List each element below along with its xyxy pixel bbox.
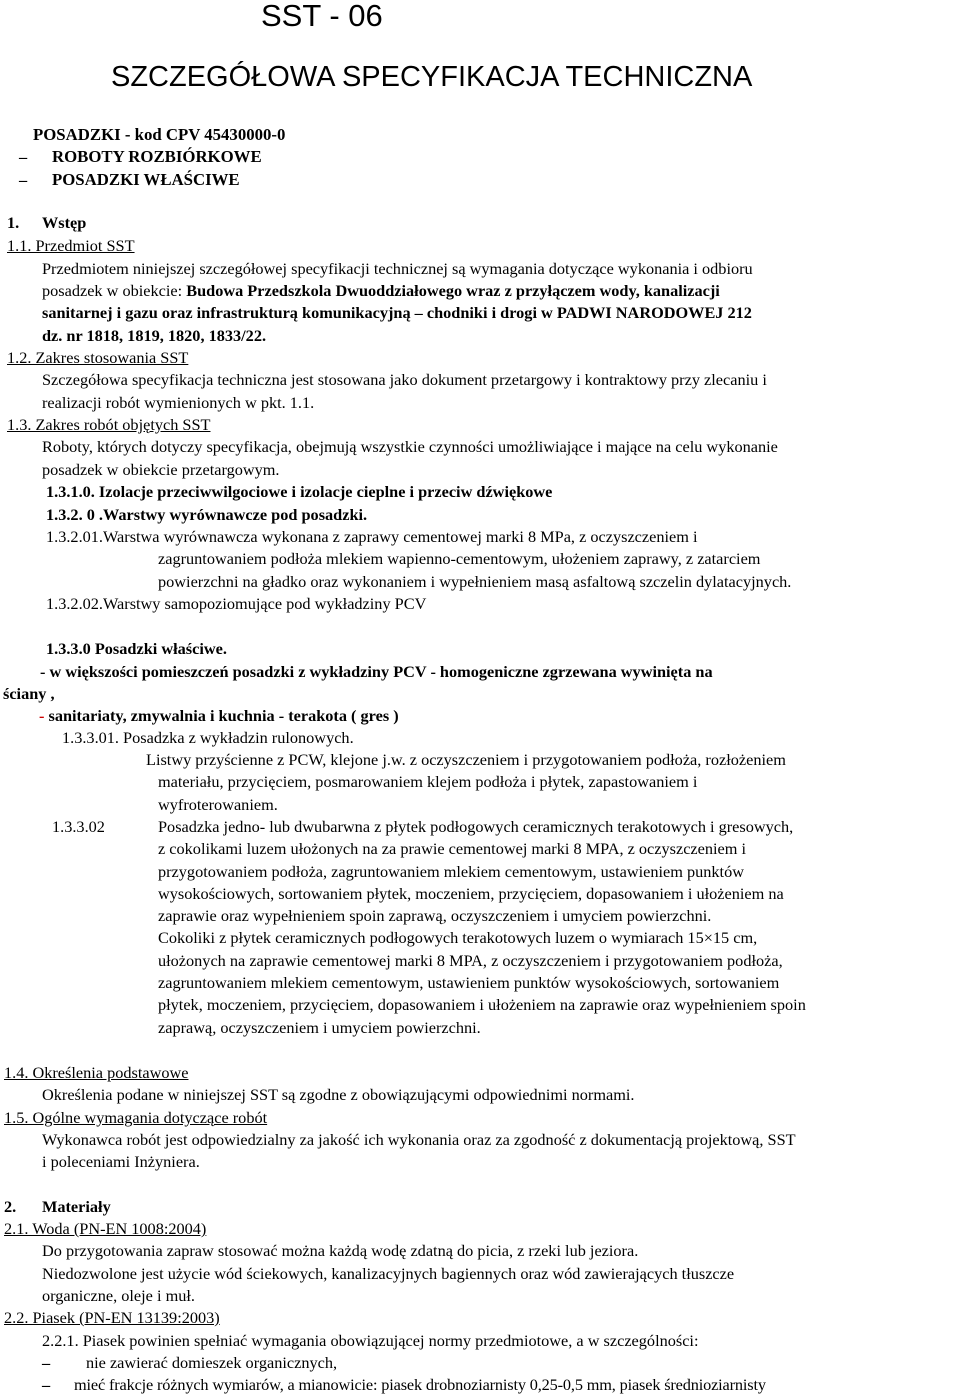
section-1-3-3-01-line-2: materiału, przycięciem, posmarowaniem klejem podłoża i płytek, zapastowaniem i	[158, 772, 698, 791]
section-1-3-3-02-line: z cokolikami luzem ułożonych na za prawie cementowej marki 8 MPA, z oczyszczeniem i	[158, 839, 747, 858]
section-1-3-3-02-line: zaprawą, oczyszczeniem i umyciem powierzchni.	[158, 1018, 481, 1037]
section-1-3-2-01-line-3: powierzchni na gładko oraz wykonaniem i wypełnieniem masą asfaltową szczelin dylatacyjnych.	[158, 572, 792, 591]
section-2-1-line-2: Niedozwolone jest użycie wód ściekowych, kanalizacyjnych bagiennych oraz wód zawierających tłuszcze	[42, 1264, 735, 1283]
section-1-number: 1.	[7, 213, 20, 232]
document-title: SZCZEGÓŁOWA SPECYFIKACJA TECHNICZNA	[111, 61, 753, 93]
section-1-3-2-01-line-2: zagruntowaniem podłoża mlekiem wapienno-cementowym, ułożeniem zaprawy, z zatarciem	[158, 549, 761, 568]
header-item-demolition: ROBOTY ROZBIÓRKOWE	[52, 147, 262, 166]
section-1-3-1-0: 1.3.1.0. Izolacje przeciwwilgociowe i izolacje cieplne i przeciw dźwiękowe	[46, 482, 553, 501]
section-1-3-3-02-line: Cokoliki z płytek ceramicznych podłogowych terakotowych luzem o wymiarach 15×15 cm,	[158, 928, 758, 947]
section-2-1-line-3: organiczne, oleje i muł.	[42, 1286, 195, 1305]
section-1-5-line-1: Wykonawca robót jest odpowiedzialny za jakość ich wykonania oraz za zgodność z dokumentacją projektową, SST	[42, 1130, 796, 1149]
sand-bullet-1: nie zawierać domieszek organicznych,	[86, 1353, 338, 1372]
section-2-1-line-1: Do przygotowania zapraw stosować można każdą wodę zdatną do picia, z rzeki lub jeziora.	[42, 1241, 639, 1260]
section-1-1-line-1: Przedmiotem niniejszej szczegółowej specyfikacji technicznej są wymagania dotyczące wykonania i odbioru	[42, 259, 753, 278]
section-1-3-3-02-line: zagruntowaniem mlekiem cementowym, ustawieniem punktów wysokościowych, sortowaniem	[158, 973, 780, 992]
section-1-1-line-3: sanitarnej i gazu oraz infrastrukturą komunikacyjną – chodniki i drogi w PADWI NARODOWEJ 212	[42, 303, 752, 322]
section-1-3-3-01-line-1: Listwy przyścienne z PCW, klejone j.w. z oczyszczeniem i przygotowaniem podłoża, rozłożeniem	[146, 750, 786, 769]
section-1-4-title: 1.4. Określenia podstawowe	[4, 1063, 189, 1082]
section-1-3-3-02-line: ułożonych na zaprawie cementowej marki 8 MPA, z oczyszczeniem i przygotowaniem podłoża,	[158, 951, 783, 970]
section-1-1-line-2-lead: posadzek w obiekcie:	[42, 281, 187, 300]
sand-bullet-2: mieć frakcje różnych wymiarów, a mianowicie: piasek drobnoziarnisty 0,25-0,5 mm, piasek średnioziarnisty	[74, 1375, 766, 1394]
floor-bullet-2-dash: -	[39, 706, 45, 725]
section-1-3-3-02-line: przygotowaniem podłoża, zagruntowaniem mlekiem cementowym, ustawieniem punktów	[158, 862, 744, 881]
section-1-3-3-02-number: 1.3.3.02	[52, 817, 105, 836]
sand-bullet-1-dash: –	[42, 1353, 51, 1372]
floor-bullet-2	[39, 705, 399, 727]
section-1-1-title: 1.1. Przedmiot SST	[7, 236, 135, 255]
section-1-4-line-1: Określenia podane w niniejszej SST są zgodne z obowiązującymi odpowiednimi normami.	[42, 1085, 635, 1104]
floor-bullet-2-text: sanitariaty, zmywalnia i kuchnia - terakota ( gres )	[44, 706, 399, 725]
section-2-2-title: 2.2. Piasek (PN-EN 13139:2003)	[4, 1308, 220, 1327]
section-1-1-line-4: dz. nr 1818, 1819, 1820, 1833/22.	[42, 326, 267, 345]
section-1-3-3-02-line: płytek, moczeniem, przycięciem, dopasowaniem i ułożeniem na zaprawie oraz wypełnieniem spoin	[158, 995, 806, 1014]
floor-bullet-1-line-1: - w większości pomieszczeń posadzki z wykładziny PCV - homogeniczne zgrzewana wywinięta na	[40, 662, 713, 681]
project-name: Budowa Przedszkola Dwuoddziałowego wraz z przyłączem wody, kanalizacji	[186, 281, 720, 300]
section-1-3-3-01-line-3: wyfroterowaniem.	[158, 795, 278, 814]
section-1-3-line-1: Roboty, których dotyczy specyfikacja, obejmują wszystkie czynności umożliwiające i mające na celu wykonanie	[42, 437, 778, 456]
section-1-3-2-02: 1.3.2.02.Warstwy samopoziomujące pod wykładziny PCV	[46, 594, 427, 613]
section-1-2-line-1: Szczegółowa specyfikacja techniczna jest stosowana jako dokument przetargowy i kontraktowy przy zlecaniu i	[42, 370, 767, 389]
section-1-3-2: 1.3.2. 0 .Warstwy wyrównawcze pod posadzki.	[46, 505, 368, 524]
section-1-2-line-2: realizacji robót wymienionych w pkt. 1.1.	[42, 393, 315, 412]
section-1-3-3-02-line: wysokościowych, sortowaniem płytek, moczeniem, przycięciem, dopasowaniem i ułożeniem na	[158, 884, 784, 903]
section-1-3-3-02-line: zaprawie oraz wypełnieniem spoin zaprawą, oczyszczeniem i umyciem powierzchni.	[158, 906, 712, 925]
sand-bullet-2-dash: –	[42, 1375, 51, 1394]
section-1-3-2-01-line-1: 1.3.2.01.Warstwa wyrównawcza wykonana z zaprawy cementowej marki 8 MPa, z oczyszczeniem i	[46, 527, 698, 546]
section-1-3-line-2: posadzek w obiekcie przetargowym.	[42, 460, 280, 479]
section-1-3-3-0: 1.3.3.0 Posadzki właściwe.	[46, 639, 227, 658]
header-dash-2: –	[19, 170, 28, 189]
section-1-5-title: 1.5. Ogólne wymagania dotyczące robót	[4, 1108, 268, 1127]
section-1-1-line-2	[42, 280, 720, 302]
section-2-title: Materiały	[42, 1197, 111, 1216]
section-2-1-title: 2.1. Woda (PN-EN 1008:2004)	[4, 1219, 207, 1238]
section-1-title: Wstęp	[42, 213, 87, 232]
document-code: SST - 06	[261, 0, 383, 33]
cpv-line: POSADZKI - kod CPV 45430000-0	[33, 125, 286, 144]
floor-bullet-1-line-2: ściany ,	[3, 684, 55, 703]
header-dash-1: –	[19, 147, 28, 166]
section-1-3-3-01: 1.3.3.01. Posadzka z wykładzin rulonowych.	[62, 728, 354, 747]
section-1-3-3-02-line: Posadzka jedno- lub dwubarwna z płytek podłogowych ceramicznych terakotowych i gresowych,	[158, 817, 794, 836]
section-1-5-line-2: i poleceniami Inżyniera.	[42, 1152, 200, 1171]
section-2-2-1: 2.2.1. Piasek powinien spełniać wymagania obowiązującej normy przedmiotowe, a w szczególności:	[42, 1331, 699, 1350]
section-2-number: 2.	[4, 1197, 17, 1216]
header-item-floors: POSADZKI WŁAŚCIWE	[52, 170, 240, 189]
section-1-2-title: 1.2. Zakres stosowania SST	[7, 348, 189, 367]
section-1-3-title: 1.3. Zakres robót objętych SST	[7, 415, 211, 434]
